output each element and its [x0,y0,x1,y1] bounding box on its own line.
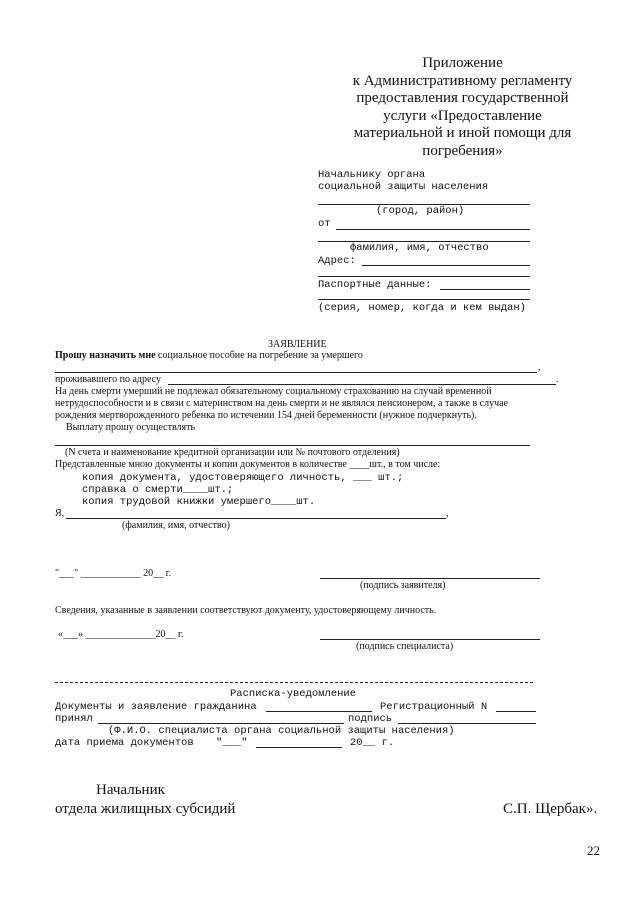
deceased-comma: , [538,362,541,373]
request-bold: Прошу назначить мне [55,350,156,361]
receipt-title: Расписка-уведомление [230,688,357,700]
receipt-date-label: дата приема документов [55,737,194,749]
passport-label: Паспортные данные: [318,279,432,291]
appendix-line: предоставления государственной [356,90,569,106]
specialist-sign-blank [320,639,540,640]
accepted-label: принял [55,713,93,725]
signature-name: С.П. Щербак». [503,801,598,817]
receipt-sign-blank [398,723,536,724]
address-blank-2 [318,276,530,277]
i-caption: (фамилия, имя, отчество) [122,520,230,531]
deceased-blank [55,372,537,373]
bank-caption: (N счета и наименование кредитной организации или № почтового отделения) [65,447,400,458]
reg-blank [496,711,536,712]
from-label: от [318,218,331,230]
signature-position-1: Начальник [96,782,165,798]
appendix-line: Приложение [422,55,503,71]
addressee-line1: Начальнику органа [318,169,426,181]
payment-label: Выплату прошу осуществлять [66,422,196,433]
bank-blank [55,445,530,446]
appendix-header [330,55,595,160]
appendix-line: услуги «Предоставление [383,107,542,124]
appendix-line: материальной и иной помощи для [353,125,572,141]
receipt-year: 20__ г. [350,737,395,749]
address-label: Адрес: [318,255,356,267]
docs-intro: Представленные мною документы и копии документов в количестве ____шт., в том числе: [55,459,441,470]
page-number: 22 [587,843,600,858]
reg-label: Регистрационный N [380,701,488,713]
passport-caption: (серия, номер, когда и кем выдан) [318,302,526,314]
request-rest: социальное пособие на погребение за умершего [158,350,363,361]
applicant-sign-blank [320,578,540,579]
receipt-date-day: "___" [216,737,248,749]
body-line2: нетрудоспособности и в связи с материнством на день смерти и не являлся пенсионером, а также в случае [55,398,509,409]
request-line [55,350,363,361]
appendix-line: к Административному регламенту [352,72,573,89]
name-caption: фамилия, имя, отчество [350,242,489,254]
passport-blank-2 [318,299,530,300]
doc-item-3: копия трудовой книжки умершего____шт. [82,496,316,508]
i-label: Я, [55,508,65,519]
from-blank [336,229,530,230]
city-caption: (город, район) [376,205,465,217]
resided-label: проживавшего по адресу [55,374,161,385]
verify-text: Сведения, указанные в заявлении соответствуют документу, удостоверяющему личность. [55,605,437,616]
specialist-caption: (Ф.И.О. специалиста органа социальной защиты населения) [108,725,455,737]
body-line1: На день смерти умерший не подлежал обязательному социальному страхованию на случай временной [55,386,492,397]
citizen-blank [266,711,372,712]
applicant-sign-caption: (подпись заявителя) [360,580,446,591]
accepted-blank [98,723,344,724]
body-line3: рождения мертворожденного ребенка по истечении 154 дней беременности (нужное подчеркнуть). [55,410,477,421]
doc-item-1: копия документа, удостоверяющего личность, ___ шт.; [82,472,404,484]
addressee-line2: социальной защиты населения [318,181,489,193]
address-blank [362,265,530,266]
specialist-sign-caption: (подпись специалиста) [356,641,454,652]
sign-label: подпись [348,713,393,725]
statement-title: ЗАЯВЛЕНИЕ [268,339,327,350]
doc-item-2: справка о смерти____шт.; [82,484,234,496]
appendix-line: погребения» [422,142,503,159]
passport-blank [440,289,530,290]
cut-line [55,682,533,683]
receipt-docs-label: Документы и заявление гражданина [55,701,257,713]
resided-period: . [556,374,559,385]
i-blank [66,518,446,519]
signature-position-2: отдела жилищных субсидий [55,801,236,817]
date-applicant: "___" ____________ 20__ г. [55,568,172,579]
date-specialist: «___» ______________20__ г. [58,629,184,640]
resided-blank [168,384,556,385]
receipt-month-blank [256,747,342,748]
i-comma: , [446,508,449,519]
